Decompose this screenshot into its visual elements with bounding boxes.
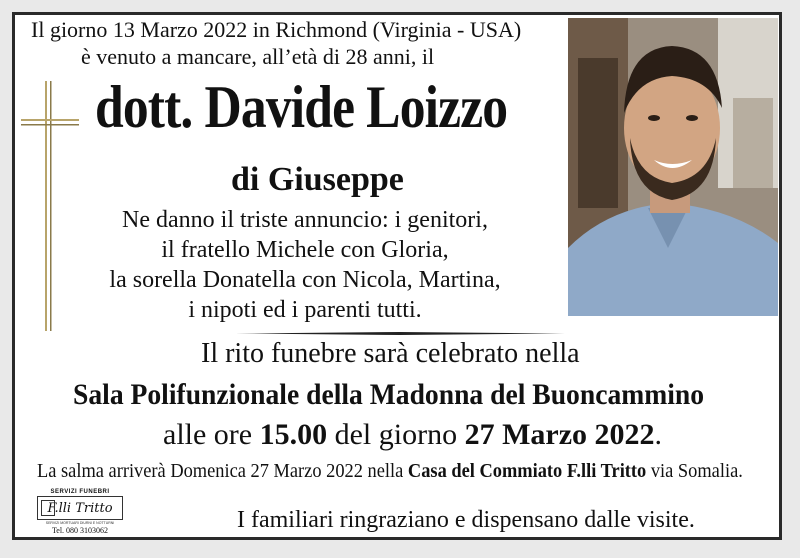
- announcement-line: il fratello Michele con Gloria,: [161, 237, 449, 263]
- date-value: 27 Marzo 2022: [464, 418, 655, 451]
- date-prefix: del giorno: [327, 418, 465, 451]
- thanks-line: I familiari ringraziano e dispensano dalle visite.: [237, 507, 695, 533]
- announcement-line: la sorella Donatella con Nicola, Martina,: [109, 267, 501, 293]
- parent-name: di Giuseppe: [231, 161, 404, 198]
- deceased-name: dott. Davide Loizzo: [95, 74, 508, 140]
- logo-brand: F.lli Tritto: [47, 500, 113, 516]
- age-line: è venuto a mancare, all’età di 28 anni, il: [81, 44, 435, 69]
- ceremony-time: [163, 418, 662, 452]
- obituary-notice: [12, 12, 782, 540]
- ornament-divider: [235, 332, 565, 335]
- venue-name: Sala Polifunzionale della Madonna del Buoncammino: [73, 378, 705, 411]
- time-prefix: alle ore: [163, 418, 260, 451]
- time-value: 15.00: [259, 418, 328, 451]
- death-date-line: Il giorno 13 Marzo 2022 in Richmond (Virginia - USA): [31, 17, 522, 42]
- logo-mark-icon: [41, 500, 55, 516]
- arrival-info: [37, 460, 743, 483]
- announcement-line: i nipoti ed i parenti tutti.: [188, 297, 422, 323]
- logo-phone: Tel. 080 3103062: [51, 526, 109, 535]
- portrait-photo: [568, 18, 778, 316]
- rite-intro: Il rito funebre sarà celebrato nella: [201, 338, 580, 369]
- arrival-place: Casa del Commiato F.lli Tritto: [407, 460, 647, 482]
- funeral-home-logo: [35, 489, 125, 533]
- arrival-prefix: La salma arriverà Domenica 27 Marzo 2022 nella: [37, 460, 408, 482]
- logo-subline: SERVIZI MORTUARI DIURNI E NOTTURNI: [45, 521, 115, 525]
- date-suffix: .: [654, 418, 663, 451]
- logo-brand-box: [37, 496, 123, 520]
- logo-heading: SERVIZI FUNEBRI: [50, 489, 110, 495]
- announcement-line: Ne danno il triste annuncio: i genitori,: [122, 207, 488, 233]
- arrival-suffix: via Somalia.: [646, 460, 743, 482]
